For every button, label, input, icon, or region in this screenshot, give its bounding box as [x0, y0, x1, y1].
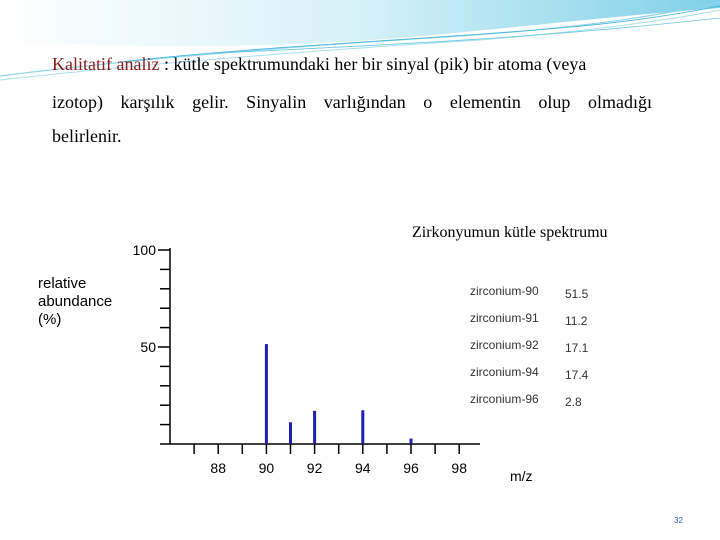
isotope-row [458, 284, 598, 304]
spectrum-peak [313, 411, 316, 444]
isotope-abundance-value: 11.2 [565, 314, 588, 328]
y-tick-label: 50 [140, 339, 156, 355]
intro-line-1-rest: : kütle spektrumundaki her bir sinyal (pik) bir atoma (veya [159, 54, 587, 74]
isotope-name: zirconium-91 [470, 311, 539, 325]
x-axis-label: m/z [510, 468, 533, 484]
isotope-name: zirconium-96 [470, 392, 539, 406]
chart-bars [265, 344, 413, 444]
isotope-name: zirconium-90 [470, 284, 539, 298]
y-axis-label-line: (%) [38, 311, 62, 328]
intro-line-2: izotop) karşılık gelir. Sinyalin varlığından o elementin olup olmadığı [52, 92, 652, 112]
page-number: 32 [674, 516, 683, 525]
x-tick-label: 94 [355, 460, 371, 476]
x-tick-label: 96 [403, 460, 419, 476]
isotope-abundance-table [458, 276, 598, 420]
spectrum-peak [265, 344, 268, 444]
intro-line-3: belirlenir. [52, 126, 122, 146]
isotope-abundance-value: 17.1 [565, 341, 589, 355]
isotope-abundance-value: 2.8 [565, 395, 582, 409]
isotope-abundance-value: 51.5 [565, 287, 589, 301]
chart-axes [158, 248, 480, 454]
isotope-abundance-value: 17.4 [565, 368, 589, 382]
isotope-name: zirconium-94 [470, 365, 539, 379]
x-tick-label: 90 [258, 460, 275, 476]
isotope-row [458, 392, 598, 412]
isotope-row [458, 365, 598, 385]
spectrum-peak [410, 439, 413, 444]
spectrum-peak [289, 422, 292, 444]
isotope-row [458, 338, 598, 358]
x-tick-label: 92 [306, 460, 323, 476]
spectrum-caption: Zirkonyumun kütle spektrumu [412, 224, 608, 241]
y-tick-label: 100 [132, 242, 156, 258]
y-axis-label-line: relative [38, 275, 87, 292]
y-axis-label-line: abundance [38, 293, 113, 310]
isotope-row [458, 311, 598, 331]
isotope-name: zirconium-92 [470, 338, 539, 352]
spectrum-peak [361, 410, 364, 444]
x-tick-label: 98 [451, 460, 467, 476]
x-tick-label: 88 [210, 460, 226, 476]
qualitative-analysis-term: Kalitatif analiz [52, 54, 160, 74]
